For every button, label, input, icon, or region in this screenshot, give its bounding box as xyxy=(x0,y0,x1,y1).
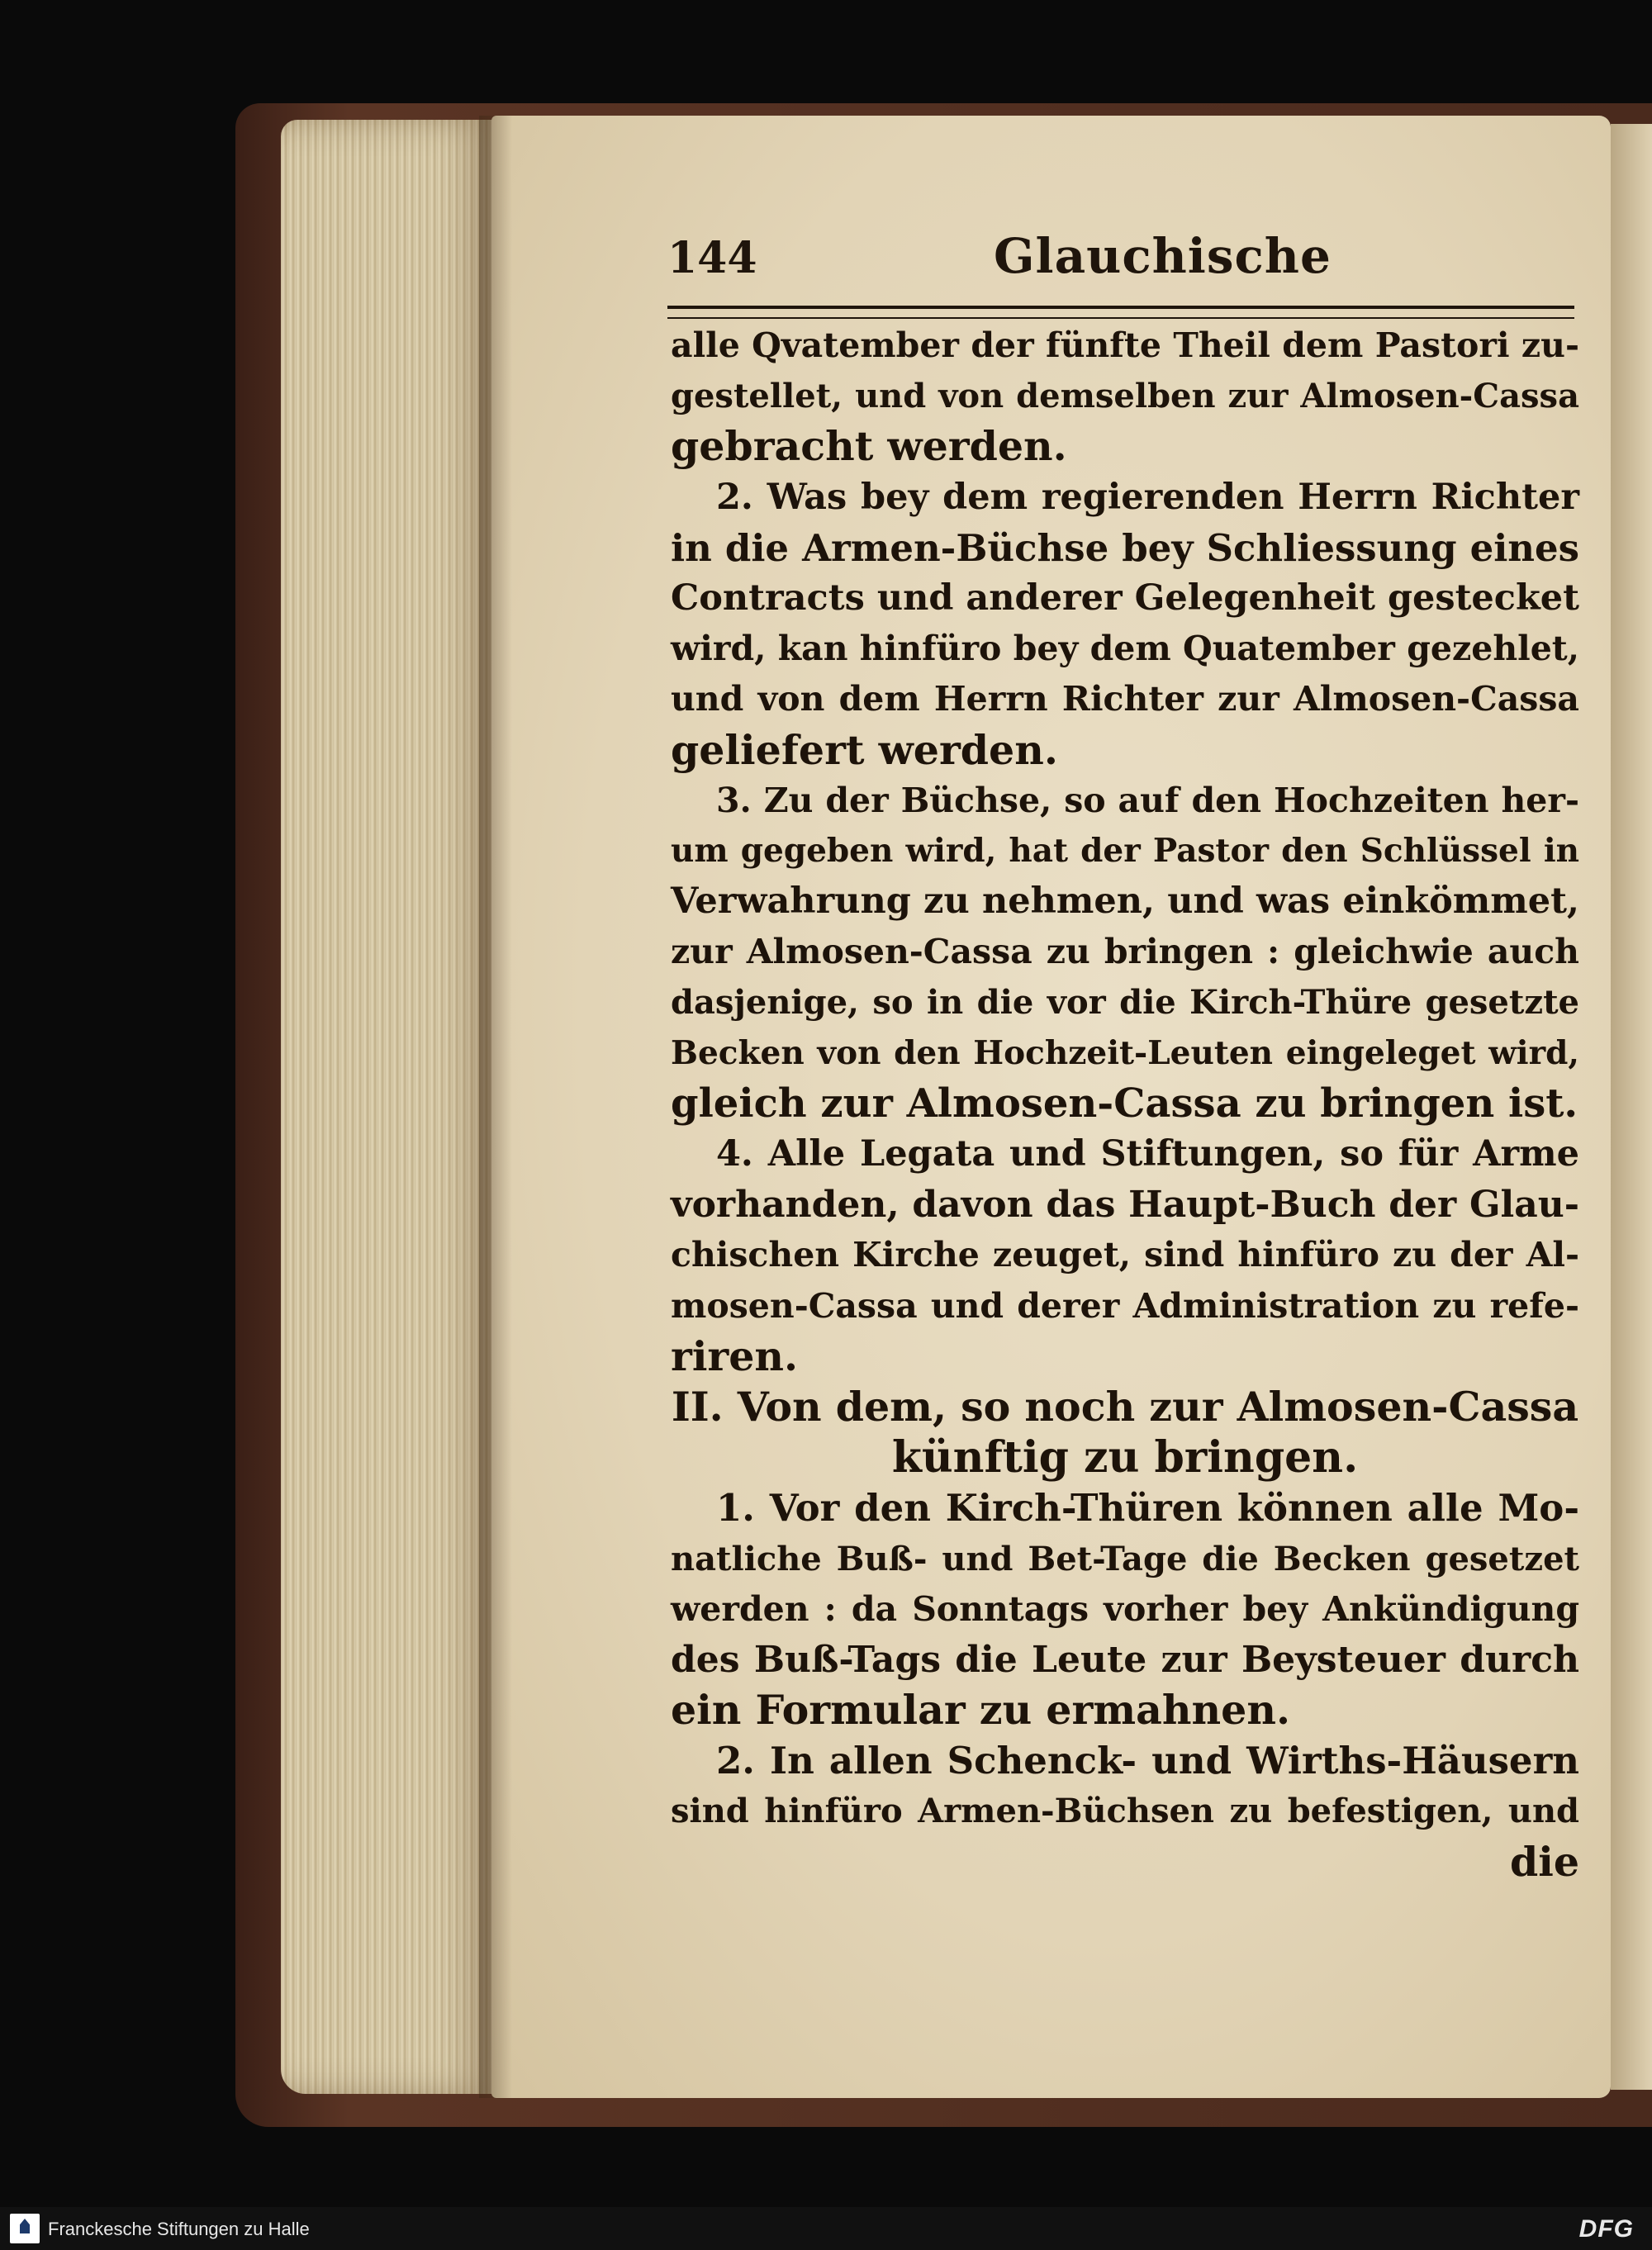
text-line: dasjenige, so in die vor die Kirch-Thüre gesetzte xyxy=(671,983,1579,1023)
text-line: alle Qvatember der fünfte Theil dem Pastori zu- xyxy=(671,325,1579,365)
text-line: 4. Alle Legata und Stiftungen, so für Arme xyxy=(716,1133,1579,1175)
section-heading: künftig zu bringen. xyxy=(891,1432,1359,1483)
text-line: Becken von den Hochzeit-Leuten eingeleget wird, xyxy=(671,1033,1579,1072)
text-line: mosen-Cassa und derer Administration zu refe- xyxy=(671,1285,1579,1326)
text-line: um gegeben wird, hat der Pastor den Schlüssel in xyxy=(671,831,1579,870)
text-line: zur Almosen-Cassa zu bringen : gleichwie auch xyxy=(671,932,1579,972)
text-line: 2. In allen Schenck- und Wirths-Häusern xyxy=(716,1739,1579,1783)
text-line: gebracht werden. xyxy=(671,422,1067,471)
page-header xyxy=(667,228,1576,284)
text-line: des Buß-Tags die Leute zur Beysteuer durch xyxy=(671,1638,1579,1681)
running-head: Glauchische xyxy=(994,228,1332,284)
text-line: wird, kan hinfüro bey dem Quatember gezehlet, xyxy=(671,629,1579,669)
text-line: sind hinfüro Armen-Büchsen zu befestigen, und xyxy=(671,1792,1579,1831)
text-line: natliche Buß- und Bet-Tage die Becken gesetzet xyxy=(671,1539,1579,1578)
institution-name: Franckesche Stiftungen zu Halle xyxy=(48,2219,310,2239)
institution-logo-icon xyxy=(10,2214,40,2243)
body-text xyxy=(671,320,1579,1887)
text-line: werden : da Sonntags vorher bey Ankündigung xyxy=(671,1588,1579,1629)
text-line: 3. Zu der Büchse, so auf den Hochzeiten her- xyxy=(716,780,1579,820)
text-line: und von dem Herrn Richter zur Almosen-Cassa xyxy=(671,679,1579,719)
text-line: vorhanden, davon das Haupt-Buch der Glau- xyxy=(671,1184,1579,1227)
page-edges xyxy=(281,120,496,2094)
text-line: chischen Kirche zeuget, sind hinfüro zu der Al- xyxy=(671,1235,1579,1275)
text-line: Verwahrung zu nehmen, und was einkömmet, xyxy=(671,881,1579,923)
text-line: in die Armen-Büchse bey Schliessung eines xyxy=(671,525,1579,570)
text-line: 1. Vor den Kirch-Thüren können alle Mo- xyxy=(716,1486,1579,1531)
text-line: gestellet, und von demselben zur Almosen-Cassa xyxy=(671,377,1579,416)
text-line: geliefert werden. xyxy=(671,725,1058,774)
text-line: gleich zur Almosen-Cassa zu bringen ist. xyxy=(671,1080,1578,1127)
section-heading: II. Von dem, so noch zur Almosen-Cassa xyxy=(671,1382,1579,1431)
dfg-logo: DFG xyxy=(1578,2215,1634,2243)
page-number: 144 xyxy=(667,233,757,283)
text-line: ein Formular zu ermahnen. xyxy=(671,1686,1291,1735)
text-line: riren. xyxy=(671,1331,799,1380)
text-line: Contracts und anderer Gelegenheit gestecket xyxy=(671,577,1579,619)
text-line: 2. Was bey dem regierenden Herrn Richter xyxy=(716,476,1579,518)
gutter-shadow xyxy=(479,116,512,2098)
viewer-footer xyxy=(0,2207,1652,2250)
header-rule xyxy=(667,306,1574,319)
catchword: die xyxy=(1509,1837,1579,1886)
facing-page-edge xyxy=(1611,124,1652,2090)
